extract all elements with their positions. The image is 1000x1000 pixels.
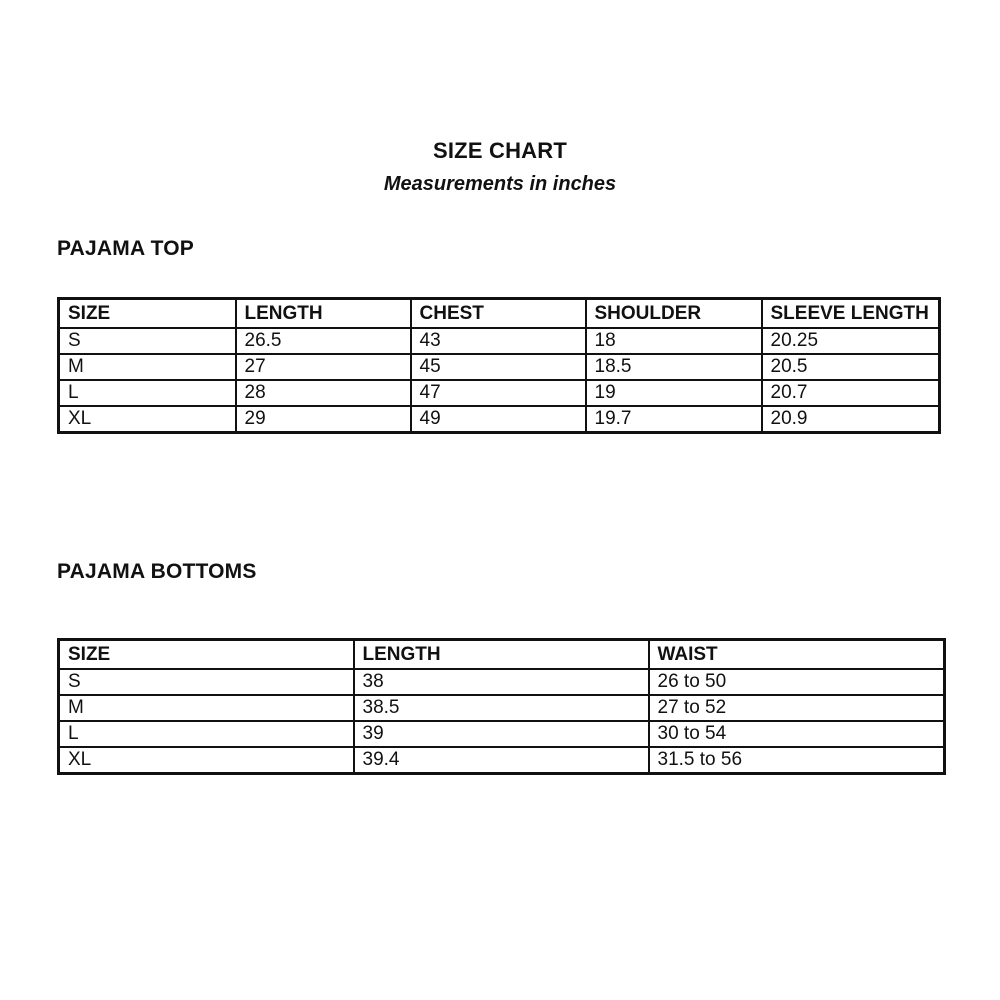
table-row [59,328,940,354]
column-header-waist: WAIST [649,640,945,670]
table-cell: 27 [236,354,411,380]
table-cell: 18.5 [586,354,762,380]
column-header-length: LENGTH [354,640,649,670]
table-cell: 45 [411,354,586,380]
table-cell: 29 [236,406,411,433]
table-cell: 19 [586,380,762,406]
column-header-sleeve-length: SLEEVE LENGTH [762,299,940,329]
table-cell: 39.4 [354,747,649,774]
table-cell: 49 [411,406,586,433]
table-cell: M [59,354,236,380]
size-chart-subtitle: Measurements in inches [383,173,617,195]
table-cell: 20.25 [762,328,940,354]
table-cell: 39 [354,721,649,747]
table-row [59,380,940,406]
table-cell: 27 to 52 [649,695,945,721]
table-header-row [59,299,940,329]
pajama-top-heading: PAJAMA TOP [57,237,194,260]
table-cell: S [59,328,236,354]
table-cell: 30 to 54 [649,721,945,747]
column-header-size: SIZE [59,299,236,329]
size-chart-title: SIZE CHART [433,138,567,163]
table-cell: 19.7 [586,406,762,433]
table-cell: 20.9 [762,406,940,433]
table-cell: S [59,669,354,695]
table-cell: 18 [586,328,762,354]
table-cell: 26.5 [236,328,411,354]
table-cell: 43 [411,328,586,354]
pajama-bottoms-heading: PAJAMA BOTTOMS [57,560,257,583]
table-row [59,354,940,380]
pajama-top-table [57,297,941,434]
table-cell: 20.7 [762,380,940,406]
table-header-row [59,640,945,670]
column-header-chest: CHEST [411,299,586,329]
table-cell: 38.5 [354,695,649,721]
table-cell: XL [59,747,354,774]
table-cell: L [59,380,236,406]
table-cell: M [59,695,354,721]
column-header-length: LENGTH [236,299,411,329]
column-header-shoulder: SHOULDER [586,299,762,329]
table-row [59,721,945,747]
table-cell: 26 to 50 [649,669,945,695]
table-row [59,669,945,695]
table-cell: 20.5 [762,354,940,380]
table-cell: 47 [411,380,586,406]
table-cell: 28 [236,380,411,406]
table-row [59,747,945,774]
table-cell: XL [59,406,236,433]
pajama-bottoms-table [57,638,946,775]
table-row [59,406,940,433]
column-header-size: SIZE [59,640,354,670]
table-cell: L [59,721,354,747]
table-cell: 31.5 to 56 [649,747,945,774]
table-row [59,695,945,721]
table-cell: 38 [354,669,649,695]
